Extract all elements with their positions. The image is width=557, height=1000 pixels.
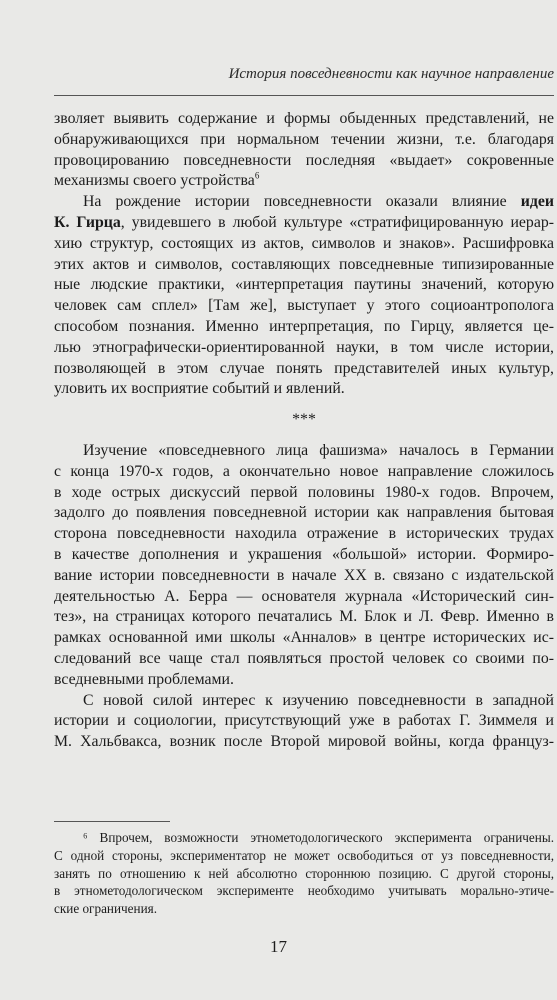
text-line: На рождение истории повседневности оказали влияние идеи xyxy=(83,193,554,211)
text-line: позволяющей в этом случае понять представителей иных культур, xyxy=(54,359,554,377)
header-rule xyxy=(54,95,554,96)
text-line: рамках основанной ими школы «Анналов» в центре исторических ис- xyxy=(54,629,554,647)
text-line: провоцированию повседневности последняя «выдает» сокровенные xyxy=(54,151,554,169)
text-line: деятельностью А. Берра — основателя журнала «Исторический син- xyxy=(54,587,554,605)
text-line: обнаруживающихся при нормальном течении жизни, т.е. благодаря xyxy=(54,130,554,148)
text-line: сторона повседневности находила отражение в исторических трудах xyxy=(54,525,554,543)
footnote-ref[interactable]: 6 xyxy=(254,171,260,182)
running-header: История повседневности как научное направление xyxy=(228,66,554,82)
text-line: С новой силой интерес к изучению повседневности в западной xyxy=(83,691,554,709)
footnote-line: занять по отношению к ней абсолютно стороннюю позицию. С другой стороны, xyxy=(54,865,554,881)
text-line: К. Гирца, увидевшего в любой культуре «стратифицированную иерар- xyxy=(54,213,554,231)
text-line: вседневными проблемами. xyxy=(54,670,234,688)
text-line: следований все чаще стал появляться простой человек со своими по- xyxy=(54,649,554,667)
text-line: в ходе острых дискуссий первой половины 1980-х годов. Впрочем, xyxy=(54,483,554,501)
text-line: с конца 1970-х годов, а окончательно новое направление сложилось xyxy=(54,462,554,480)
text-line: способом познания. Именно интерпретация, по Гирцу, является це- xyxy=(54,317,554,335)
body-text xyxy=(54,109,554,753)
bold-term: идеи xyxy=(520,193,554,211)
text-line: ные людские практики, «интерпретация паутины значений, которую xyxy=(54,276,554,294)
footnote-line: ⁶ Впрочем, возможности этнометодологического эксперимента ограничены. xyxy=(83,830,554,845)
footnote xyxy=(54,829,554,918)
footnote-line: в этнометодологическом эксперименте необходимо учитывать морально-этиче- xyxy=(54,883,554,899)
text-line: человек сам сплел» [Там же], выступает у этого социоантрополога xyxy=(54,297,554,315)
footnote-rule xyxy=(54,821,170,822)
text-line: этих актов и символов, составляющих повседневные типизированные xyxy=(54,255,554,273)
text-line: тез», на страницах которого печатались М. Блок и Л. Февр. Именно в xyxy=(54,608,554,626)
text-line: Изучение «повседневного лица фашизма» началось в Германии xyxy=(83,441,554,459)
text-line: механизмы своего устройства$^6$ xyxy=(54,171,260,190)
text-line: лью этнографически-ориентированной науки, в том числе истории, xyxy=(54,338,554,356)
text-line: уловить их восприятие событий и явлений. xyxy=(54,380,345,398)
footnote-line: С одной стороны, экспериментатор не может освободиться от уз повседневности, xyxy=(54,847,554,863)
text-line: задолго до появления повседневной истории как направления бытовая xyxy=(54,504,554,522)
text-line: зволяет выявить содержание и формы обыденных представлений, не xyxy=(54,110,554,127)
bold-term: К. Гирца xyxy=(54,213,121,231)
text-line: в качестве дополнения и украшения «большой» истории. Формиро- xyxy=(54,545,554,563)
text-line: М. Хальбвакса, возник после Второй мировой войны, когда француз- xyxy=(54,733,554,751)
text-line: истории и социологии, присутствующий уже в работах Г. Зиммеля и xyxy=(54,712,554,730)
text-line: хию структур, состоящих из актов, символов и знаков». Расшифровка xyxy=(54,234,554,252)
text-line: вание истории повседневности в начале XX в. связано с издательской xyxy=(54,566,554,584)
footnote-line: ские ограничения. xyxy=(54,901,157,917)
section-separator: *** xyxy=(292,411,316,429)
page-number: 17 xyxy=(270,937,287,956)
